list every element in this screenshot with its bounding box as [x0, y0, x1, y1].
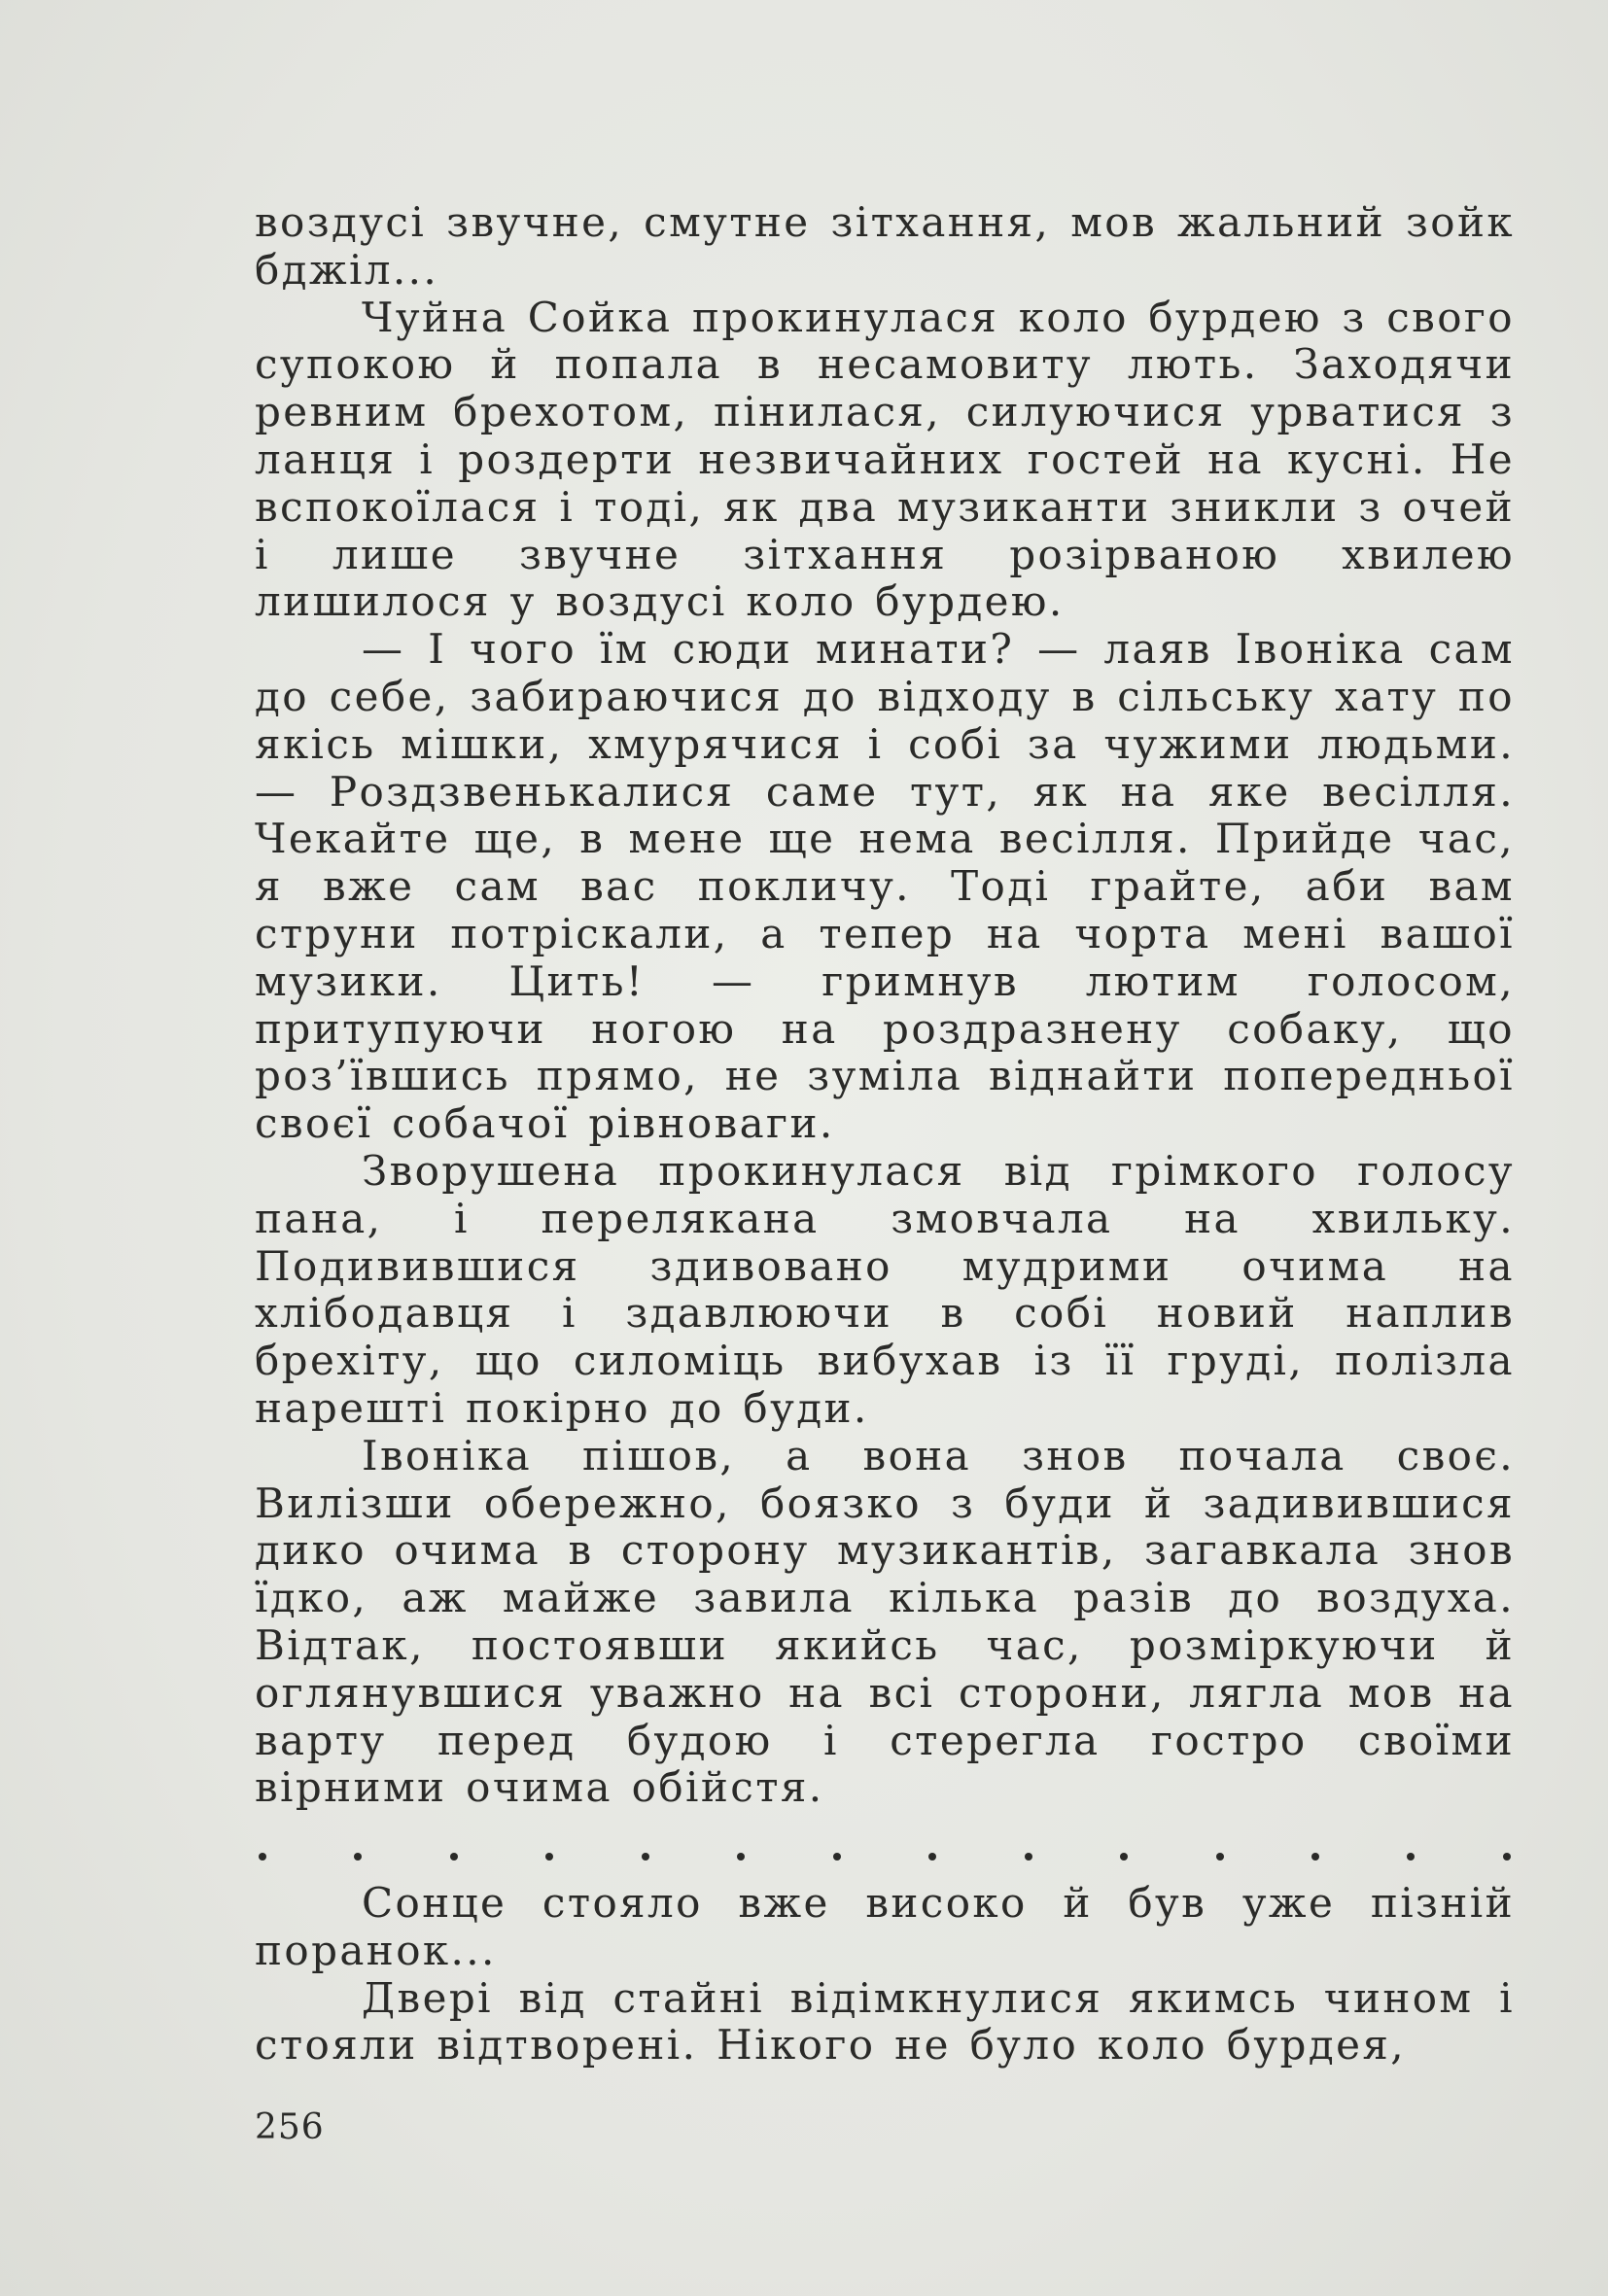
paragraph-6: Сонце стояло вже високо й був уже пізній поранок...: [255, 1879, 1515, 1974]
separator-dot: [1407, 1853, 1415, 1861]
separator-dot: [545, 1853, 553, 1861]
separator-dot: [1120, 1853, 1128, 1861]
paragraph-3: — І чого їм сюди минати? — лаяв Івоніка сам до себе, забираючися до відходу в сільську хату по якісь мішки, хмурячися і собі за чужими людьми. — Роздзвенькалися саме тут, як на яке весілля. Чекайте ще, в мене ще нема весілля. Прийде час, я вже сам вас покличу. Тоді грайте, аби вам струни потріскали, а тепер на чорта мені вашої музики. Цить! — гримнув лютим голосом, притупуючи ногою на роздразнену собаку, що роз’ївшись прямо, не зуміла віднайти попередньої своєї собачої рівноваги.: [255, 625, 1515, 1148]
paragraph-5: Івоніка пішов, а вона знов почала своє. Вилізши обережно, боязко з буди й задивившися дико очима в сторону музикантів, загавкала знов їдко, аж майже завила кілька разів до воздуха. Відтак, постоявши якийсь час, розміркуючи й оглянувшися уважно на всі сторони, лягла мов на варту перед будою і стерегла гостро своїми вірними очима обійстя.: [255, 1431, 1515, 1812]
separator-dot: [928, 1853, 936, 1861]
separator-dot: [833, 1853, 841, 1861]
section-break-dots: [255, 1837, 1515, 1876]
separator-dot: [259, 1853, 266, 1861]
separator-dot: [354, 1853, 362, 1861]
paragraph-4: Зворушена прокинулася від грімкого голосу пана, і перелякана змовчала на хвильку. Подивившися здивовано мудрими очима на хлібодавця і здавлюючи в собі новий наплив брехіту, що силоміць вибухав із її груді, полізла нарешті покірно до буди.: [255, 1146, 1515, 1432]
separator-dot: [1503, 1853, 1511, 1861]
separator-dot: [1025, 1853, 1032, 1861]
separator-dot: [642, 1853, 649, 1861]
separator-dot: [1216, 1853, 1224, 1861]
separator-dot: [737, 1853, 745, 1861]
paragraph-1: воздусі звучне, смутне зітхання, мов жальний зойк бджіл...: [255, 198, 1515, 294]
separator-dot: [1311, 1853, 1319, 1861]
separator-dot: [450, 1853, 458, 1861]
paragraph-2: Чуйна Сойка прокинулася коло бурдею з свого супокою й попала в несамовиту лють. Заходячи ревним брехотом, пінилася, силуючися урватися з ланця і роздерти незвичайних гостей на кусні. Не вспокоїлася і тоді, як два музиканти зникли з очей і лише звучне зітхання розірваною хвилею лишилося у воздусі коло бурдею.: [255, 293, 1515, 626]
paragraph-7: Двері від стайні відімкнулися якимсь чином і стояли відтворені. Нікого не було коло бурдея,: [255, 1973, 1515, 2070]
page-number: 256: [255, 2107, 325, 2147]
body-text: [255, 199, 1515, 2070]
